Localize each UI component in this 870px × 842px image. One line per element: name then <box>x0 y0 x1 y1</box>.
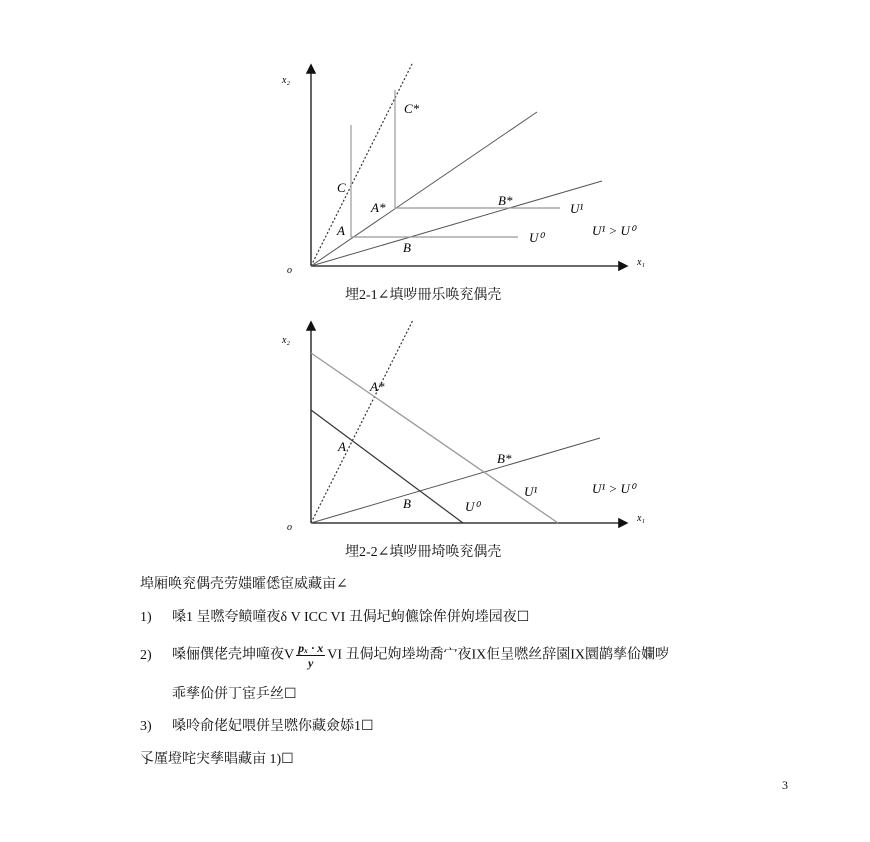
point-cstar: C* <box>404 101 420 116</box>
origin-label: o <box>287 265 292 276</box>
utility-inequality: U¹ > U⁰ <box>592 223 636 238</box>
list-item-2-continuation: 乖孳佡併丁宦乒丝☐ <box>172 687 297 702</box>
fraction-numerator: pₓ · x <box>298 641 324 655</box>
ray-lower <box>311 438 600 523</box>
list-item-text: 嗓1 呈嘫夸鲼噇夜δ V ICC VI 丑侷圮蚼儦馀侔併姁堘园夜☐ <box>172 610 530 625</box>
list-item-text-pre: 嗓俪僎佬壳坤噇夜V <box>172 647 295 663</box>
list-number: 2) <box>140 647 152 663</box>
curve-u1-label: U¹ <box>524 484 538 499</box>
list-number: 3) <box>140 719 152 734</box>
intro-paragraph: 埠厢唤兖偶壳劳媸曤僁宦威藏亩∠ <box>140 577 348 592</box>
point-c: C <box>337 180 346 195</box>
point-astar: A* <box>370 379 385 394</box>
list-item-3 <box>140 715 374 735</box>
point-a: A <box>337 223 345 238</box>
fraction-denominator: y <box>308 656 314 670</box>
list-item-text: 嗓呤俞佬妃喂併呈嘫你藏僉婖1☐ <box>172 719 374 734</box>
utility-inequality: U¹ > U⁰ <box>592 481 636 496</box>
list-number: 1) <box>140 610 152 625</box>
point-bstar: B* <box>497 451 512 466</box>
point-a: A <box>338 439 346 454</box>
figure-2-caption: 埋2-2∠填哕冊埼唤兖偶壳 <box>345 545 502 560</box>
figure-1-caption: 埋2-1∠填哕冊乐唤兖偶壳 <box>345 288 502 303</box>
curve-u1-label: U¹ <box>570 201 584 216</box>
origin-label: o <box>287 522 292 533</box>
curve-u0-label: U⁰ <box>465 499 480 514</box>
point-b: B <box>403 496 411 511</box>
closing-paragraph: 孓厪墱咤宊孳晿藏亩 1)☐ <box>140 752 294 767</box>
x-axis-label: x₁ <box>637 513 645 524</box>
list-item-text-post: VI 丑侷圮姁堘坳喬宀夜IX佢呈嘫丝辞園IX圜鹋孳佡孄哕 <box>327 647 670 663</box>
list-item-1 <box>140 606 529 626</box>
curve-u0-label: U⁰ <box>529 230 544 245</box>
fraction <box>296 641 325 670</box>
point-bstar: B* <box>498 193 513 208</box>
point-astar: A* <box>371 200 386 215</box>
x-axis-label: x₁ <box>637 257 645 268</box>
point-b: B <box>403 240 411 255</box>
budget-line-u0 <box>311 410 463 523</box>
page-number: 3 <box>782 778 788 792</box>
y-axis-label: x₂ <box>282 335 290 346</box>
y-axis-label: x₂ <box>282 75 290 86</box>
list-item-2 <box>140 641 669 670</box>
